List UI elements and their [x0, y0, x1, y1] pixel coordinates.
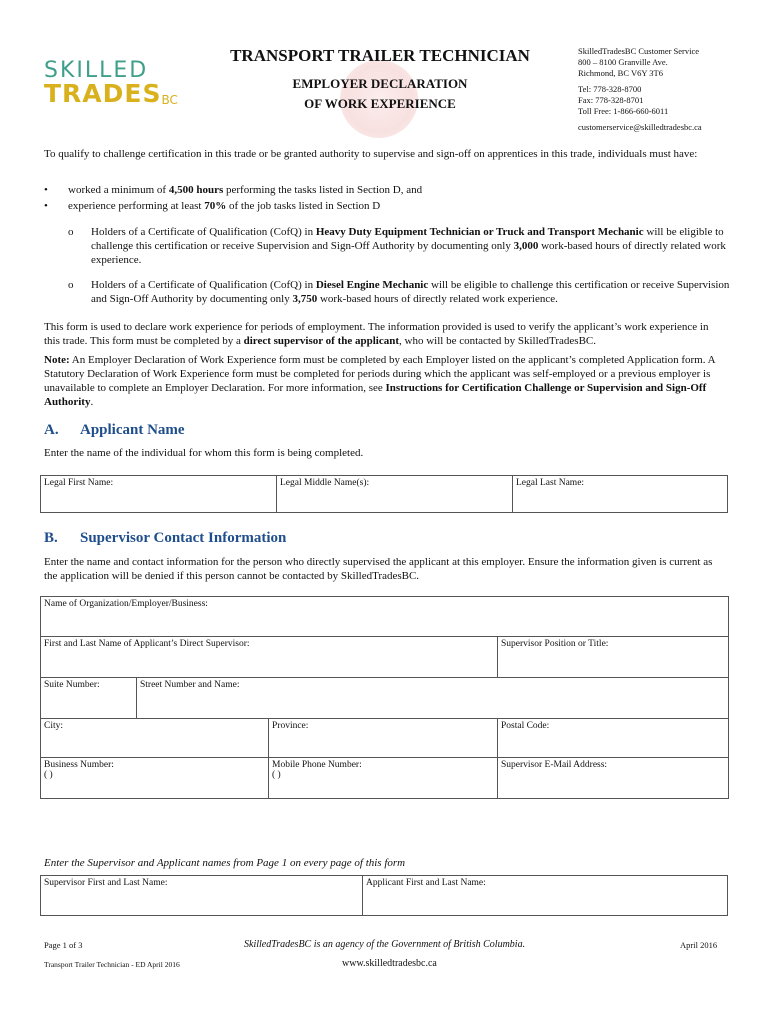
suite-number-field[interactable] — [41, 678, 137, 719]
business-number-label: Business Number: — [44, 760, 114, 770]
supervisor-name-field[interactable] — [41, 637, 498, 678]
s2-pre: Holders of a Certificate of Qualification (CofQ) in — [91, 279, 316, 291]
mobile-phone-label: Mobile Phone Number: — [272, 760, 362, 770]
note-label: Note: — [44, 354, 70, 366]
section-b-heading — [44, 530, 286, 547]
section-a-number: A. — [44, 422, 59, 438]
form-post: , who will be contacted by SkilledTradesBC. — [399, 335, 596, 347]
s2-post: work-based hours of directly related work experience. — [317, 293, 558, 305]
logo-line-1: SKILLED — [44, 58, 149, 83]
requirement-bullet-2: • experience performing at least 70% of the job tasks listed in Section D — [44, 200, 381, 212]
section-a-description: Enter the name of the individual for whom this form is being completed. — [44, 447, 364, 459]
contact-line-3: Richmond, BC V6Y 3T6 — [578, 68, 664, 78]
applicant-name-repeat-label: Applicant First and Last Name: — [366, 878, 486, 888]
note-text: An Employer Declaration of Work Experience form must be completed by each Employer listed on the applicant’s completed Application form. A Statutory Declaration of Work Experience form must be completed for periods during which the applicant was self-employed or a previous employer is unavailable to complete an Employer Declaration. For more information, see — [44, 354, 715, 394]
b1-post: performing the tasks listed in Section D, and — [223, 184, 423, 196]
website-link[interactable]: www.skilledtradesbc.ca — [342, 958, 437, 969]
postal-code-label: Postal Code: — [501, 721, 550, 731]
contact-fax: Fax: 778-328-8701 — [578, 95, 644, 105]
supervisor-email-field[interactable] — [498, 758, 729, 799]
legal-first-name-label: Legal First Name: — [44, 478, 114, 488]
b2-bold: 70% — [204, 200, 227, 212]
legal-last-name-field[interactable] — [513, 476, 728, 513]
b1-bold: 4,500 hours — [168, 184, 224, 196]
legal-last-name-label: Legal Last Name: — [516, 478, 585, 488]
document-title: TRANSPORT TRAILER TECHNICIAN — [230, 46, 530, 65]
footer-date: April 2016 — [680, 940, 718, 950]
s2-bold2: 3,750 — [292, 293, 318, 305]
contact-line-1: SkilledTradesBC Customer Service — [578, 46, 700, 56]
organization-field[interactable] — [41, 597, 729, 637]
contact-line-2: 800 – 8100 Granville Ave. — [578, 57, 668, 67]
section-b-title: Supervisor Contact Information — [80, 530, 287, 546]
legal-middle-name-field[interactable] — [277, 476, 513, 513]
contact-tollfree: Toll Free: 1-866-660-6011 — [578, 106, 669, 116]
note-paragraph — [44, 353, 728, 409]
mobile-phone-field[interactable] — [269, 758, 498, 799]
s1-mid: will be eligible to challenge this certification or receive Supervision and Sign-Off Authority by documenting only — [91, 226, 724, 252]
document-subtitle-1: EMPLOYER DECLARATION — [292, 76, 468, 91]
contact-block — [578, 46, 702, 133]
s1-bold: Heavy Duty Equipment Technician or Truck and Transport Mechanic — [315, 226, 644, 238]
s1-bold2: 3,000 — [513, 240, 539, 252]
s1-pre: Holders of a Certificate of Qualification (CofQ) in — [91, 226, 316, 238]
note-end: . — [90, 396, 94, 408]
s2-bold: Diesel Engine Mechanic — [315, 279, 429, 291]
sub-bullet-marker-1: o — [68, 226, 74, 238]
b2-pre: experience performing at least — [68, 200, 205, 212]
city-field[interactable] — [41, 719, 269, 758]
b1-pre: worked a minimum of — [68, 184, 169, 196]
repeat-names-instruction: Enter the Supervisor and Applicant names from Page 1 on every page of this form — [44, 857, 406, 869]
document-code: Transport Trailer Technician - ED April 2016 — [44, 960, 180, 969]
section-a-title: Applicant Name — [80, 422, 185, 438]
contact-email[interactable]: customerservice@skilledtradesbc.ca — [578, 122, 702, 132]
applicant-name-repeat-field[interactable] — [363, 876, 728, 916]
mobile-phone-area-code: ( ) — [272, 770, 281, 780]
legal-first-name-field[interactable] — [41, 476, 277, 513]
supervisor-name-repeat-field[interactable] — [41, 876, 363, 916]
b2-post: of the job tasks listed in Section D — [226, 200, 381, 212]
section-a-heading — [44, 422, 185, 439]
intro-paragraph: To qualify to challenge certification in this trade or be granted authority to supervise and sign-off on apprentices in this trade, individuals must have: — [44, 148, 698, 160]
s2-mid: will be eligible to challenge this certification or receive Supervision and Sign-Off Authority by documenting only — [91, 279, 730, 305]
skilledtradesbc-logo — [44, 60, 194, 106]
province-label: Province: — [272, 721, 309, 731]
repeat-names-table — [40, 875, 728, 916]
business-number-field[interactable] — [41, 758, 269, 799]
legal-middle-name-label: Legal Middle Name(s): — [280, 478, 370, 488]
logo-trades: TRADES — [44, 79, 162, 108]
requirement-bullet-1: • worked a minimum of 4,500 hours performing the tasks listed in Section D, and — [44, 184, 423, 196]
street-label: Street Number and Name: — [140, 680, 240, 690]
contact-tel: Tel: 778-328-8700 — [578, 84, 642, 94]
province-field[interactable] — [269, 719, 498, 758]
logo-bc: BC — [161, 93, 178, 107]
sub-bullet-1 — [91, 225, 731, 267]
applicant-name-table — [40, 475, 728, 513]
section-b-description: Enter the name and contact information for the person who directly supervised the applicant at this employer. Ensure the information given is current as the application will be denied if this person cannot be contacted by SkilledTradesBC. — [44, 556, 713, 582]
instructions-link[interactable]: Instructions for Certification Challenge or Supervision and Sign-Off Authority — [44, 382, 707, 408]
supervisor-name-label: First and Last Name of Applicant’s Direct Supervisor: — [44, 639, 250, 649]
sub-bullet-marker-2: o — [68, 279, 74, 291]
organization-label: Name of Organization/Employer/Business: — [44, 599, 208, 609]
supervisor-position-label: Supervisor Position or Title: — [501, 639, 609, 649]
supervisor-contact-table — [40, 596, 729, 799]
s1-post: work-based hours of directly related work experience. — [91, 240, 726, 266]
form-purpose-paragraph — [44, 320, 724, 348]
document-subtitle-2: OF WORK EXPERIENCE — [304, 96, 456, 111]
page-number: Page 1 of 3 — [44, 940, 83, 950]
street-field[interactable] — [137, 678, 729, 719]
form-bold: direct supervisor of the applicant — [243, 335, 400, 347]
section-b-number: B. — [44, 530, 58, 546]
logo-line-2 — [44, 79, 194, 108]
city-label: City: — [44, 721, 64, 731]
postal-code-field[interactable] — [498, 719, 729, 758]
supervisor-name-repeat-label: Supervisor First and Last Name: — [44, 878, 168, 888]
sub-bullet-2 — [91, 278, 731, 306]
suite-number-label: Suite Number: — [44, 680, 100, 690]
form-pre: This form is used to declare work experience for periods of employment. The information provided is used to verify the applicant’s work experience in this trade. This form must be completed by a — [44, 321, 709, 347]
supervisor-email-label: Supervisor E-Mail Address: — [501, 760, 608, 770]
agency-statement: SkilledTradesBC is an agency of the Government of British Columbia. — [244, 939, 526, 950]
business-number-area-code: ( ) — [44, 770, 53, 780]
supervisor-position-field[interactable] — [498, 637, 729, 678]
